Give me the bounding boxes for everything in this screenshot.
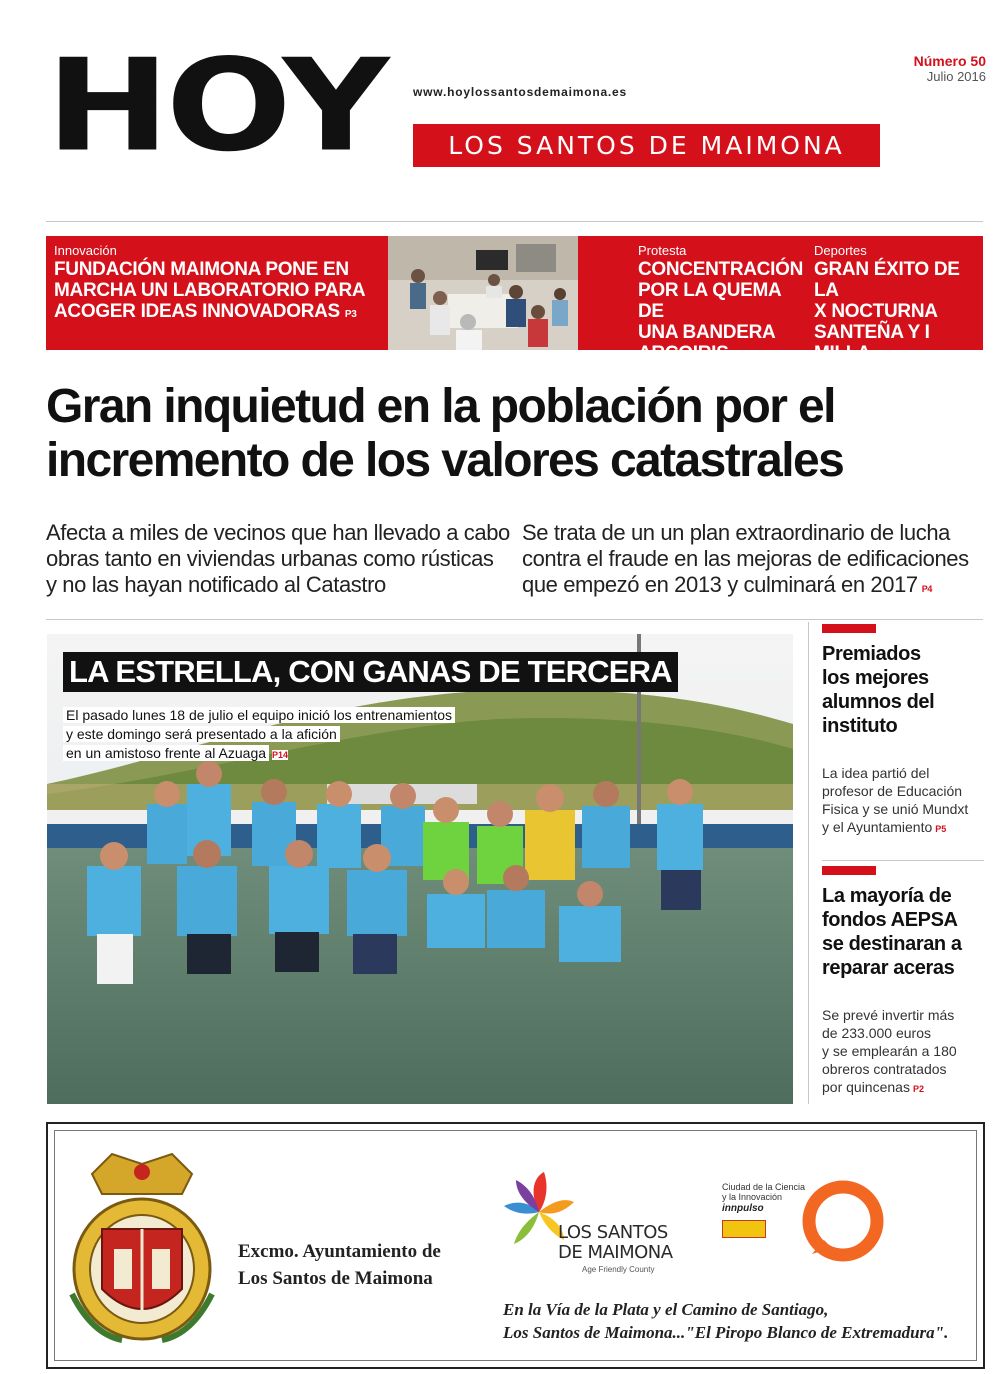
page-ref: P4 — [733, 351, 746, 362]
hoy-logo: HOY — [46, 31, 386, 180]
deck-line: y no las hayan notificado al Catastro — [46, 572, 386, 597]
brand-name-line: DE MAIMONA — [558, 1242, 673, 1263]
headline-line: Gran inquietud en la población por el — [46, 380, 835, 433]
column-divider — [808, 622, 809, 1104]
side-headline-line: alumnos del — [822, 691, 935, 713]
masthead-divider — [46, 221, 983, 222]
brand-tagline: Age Friendly County — [582, 1265, 655, 1274]
side-body-line: y el Ayuntamiento P5 — [822, 819, 947, 835]
team-photo-illustration — [47, 634, 793, 1104]
side-body-line: profesor de Educación — [822, 783, 963, 799]
teaser-category: Deportes — [814, 243, 867, 258]
story-marker-bar — [822, 866, 876, 875]
innpulso-label: innpulso — [722, 1203, 764, 1214]
website-url[interactable]: www.hoylossantosdemaimona.es — [413, 85, 628, 99]
headline-line: incremento de los valores catastrales — [46, 434, 844, 487]
page-ref: P4 — [921, 584, 932, 594]
ayuntamiento-advert[interactable] — [46, 1122, 985, 1369]
caption-line: en un amistoso frente al Azuaga — [63, 745, 269, 761]
side-headline-line: instituto — [822, 715, 898, 737]
side-headline-line: fondos AEPSA — [822, 909, 958, 931]
ayuntamiento-line: Excmo. Ayuntamiento de — [238, 1241, 441, 1262]
side-body-line: por quincenas P2 — [822, 1079, 924, 1095]
side-body-line: obreros contratados — [822, 1061, 947, 1077]
page-ref: P5 — [935, 824, 947, 834]
issue-date: Julio 2016 — [926, 69, 986, 84]
side-body-line: La idea partió del — [822, 765, 930, 781]
brand-name-line: LOS SANTOS — [558, 1222, 668, 1243]
ayuntamiento-line: Los Santos de Maimona — [238, 1268, 433, 1289]
side-story-aepsa[interactable] — [822, 884, 987, 1098]
deck-line: contra el fraude en las mejoras de edificaciones — [522, 546, 969, 571]
caption-line: y este domingo será presentado a la afición — [63, 726, 340, 742]
story-marker-bar — [822, 624, 876, 633]
deck-right — [522, 520, 992, 602]
advert-slogan-line: Los Santos de Maimona..."El Piropo Blanco de Extremadura". — [503, 1323, 949, 1342]
side-headline-line: los mejores — [822, 667, 929, 689]
teaser-band — [46, 236, 984, 385]
teaser-headline-line: POR LA QUEMA DE — [638, 280, 781, 322]
page-ref: P3 — [344, 309, 357, 320]
teaser-photo-meeting — [388, 236, 578, 350]
spain-ministry-flag-icon — [722, 1220, 766, 1238]
teaser-deportes[interactable] — [814, 243, 984, 388]
teaser-innovacion[interactable] — [54, 243, 384, 325]
teaser-category: Protesta — [638, 243, 687, 258]
side-headline-line: La mayoría de — [822, 885, 952, 907]
deck-line: Afecta a miles de vecinos que han llevado a cabo — [46, 520, 510, 545]
page-ref: P14 — [272, 750, 289, 760]
coat-of-arms-icon — [62, 1144, 222, 1344]
side-body-line: de 233.000 euros — [822, 1025, 931, 1041]
teaser-headline-line: VISTAHERMOSA P15 — [814, 364, 984, 385]
edition-name: LOS SANTOS DE MAIMONA — [413, 124, 880, 167]
photo-story-title: LA ESTRELLA, CON GANAS DE TERCERA — [63, 652, 678, 692]
deck-line: que empezó en 2013 y culminará en 2017 P4 — [522, 572, 932, 597]
teaser-headline-line: UNA BANDERA — [638, 322, 776, 343]
teaser-headline-line: ACOGER IDEAS INNOVADORAS P3 — [54, 301, 357, 322]
ciudad-ciencia-label: Ciudad de la Ciencia — [722, 1182, 806, 1192]
teaser-headline-line: MARCHA UN LABORATORIO PARA — [54, 280, 366, 301]
teaser-headline-line: ARCOIRIS P4 — [638, 343, 746, 364]
side-story-premiados[interactable] — [822, 642, 987, 838]
teaser-headline-line: FUNDACIÓN MAIMONA PONE EN — [54, 259, 349, 280]
side-body-line: Se prevé invertir más — [822, 1007, 955, 1023]
side-body-line: y se emplearán a 180 — [822, 1043, 957, 1059]
side-headline-line: reparar aceras — [822, 957, 955, 979]
caption-line: El pasado lunes 18 de julio el equipo inició los entrenamientos — [63, 707, 455, 723]
teaser-category: Innovación — [54, 243, 117, 258]
side-headline-line: Premiados — [822, 643, 921, 665]
main-headline[interactable] — [46, 380, 986, 488]
photo-caption — [63, 706, 523, 763]
ciudad-ciencia-label: y la Innovación — [722, 1192, 783, 1202]
teaser-protesta[interactable] — [638, 243, 808, 367]
teaser-headline-line: CONCENTRACIÓN — [638, 259, 803, 280]
side-divider — [822, 860, 984, 861]
side-body-line: Fisica y se unió Mundxt — [822, 801, 969, 817]
side-headline-line: se destinaran a — [822, 933, 962, 955]
deck-line: obras tanto en viviendas urbanas como rústicas — [46, 546, 494, 571]
team-photo[interactable] — [47, 634, 793, 1104]
advert-slogan-line: En la Vía de la Plata y el Camino de Santiago, — [503, 1300, 829, 1319]
ayuntamiento-name — [238, 1238, 441, 1292]
innpulso-ring-icon — [798, 1176, 888, 1266]
teaser-headline-line: GRAN ÉXITO DE LA — [814, 259, 960, 301]
page-ref: P2 — [912, 1084, 924, 1094]
section-divider — [46, 619, 983, 620]
teaser-headline-line: SANTEÑA Y I MILLA — [814, 322, 930, 364]
page-ref: P15 — [967, 372, 984, 383]
deck-left — [46, 520, 516, 598]
issue-number: Número 50 — [913, 53, 986, 69]
teaser-headline-line: X NOCTURNA — [814, 301, 938, 322]
deck-line: Se trata de un un plan extraordinario de lucha — [522, 520, 951, 545]
